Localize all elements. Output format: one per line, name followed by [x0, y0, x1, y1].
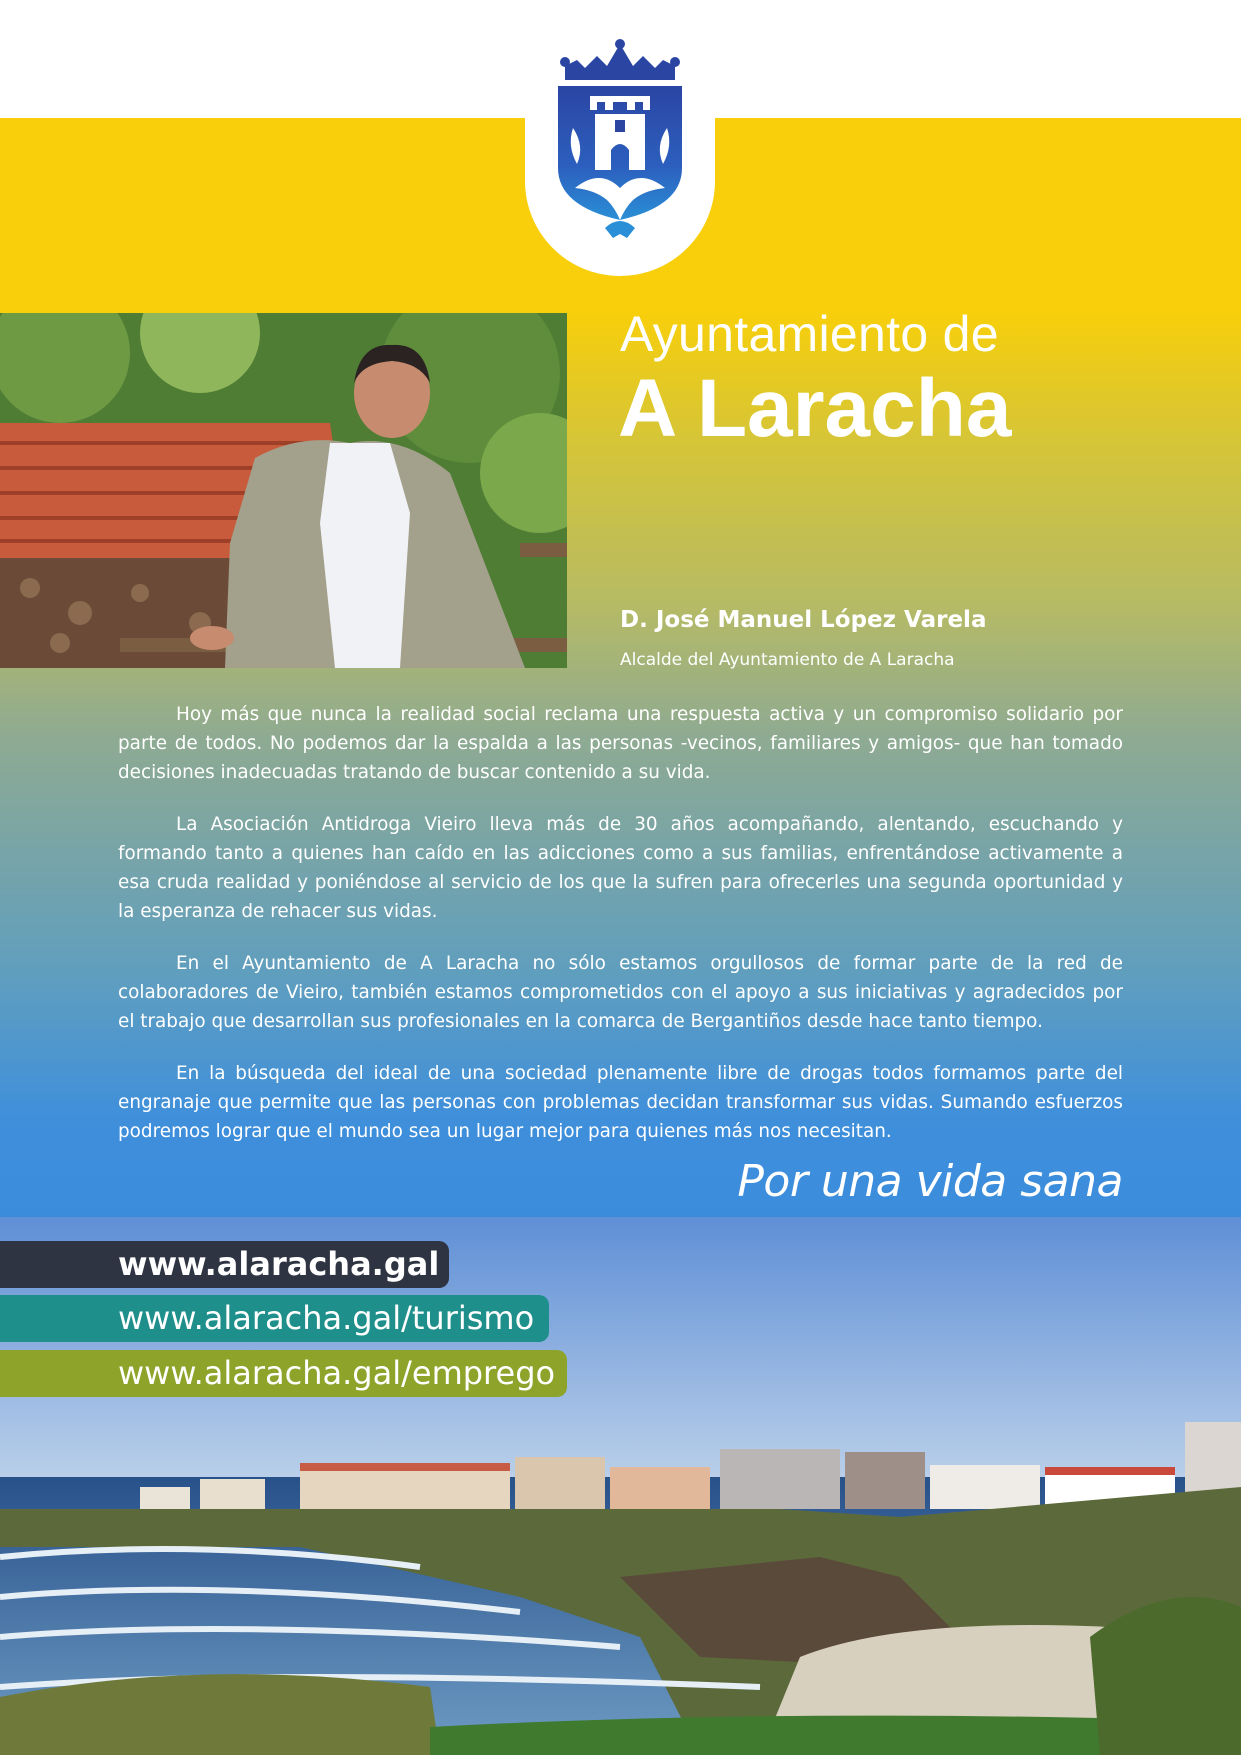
letter-paragraph: La Asociación Antidroga Vieiro lleva más de 30 años acompañando, alentando, escuchando y formando tanto a quienes han caído en las adicciones como a sus familias, enfrentándose activamente a esa cruda realidad y poniéndose al servicio de los que la sufren para ofrecerles una segunda oportunidad y la esperanza de rehacer sus vidas. [118, 814, 1123, 922]
page-title: A Laracha [618, 363, 1012, 454]
website-link[interactable]: www.alaracha.gal [0, 1241, 449, 1288]
page-title-prefix: Ayuntamiento de [620, 306, 999, 362]
letter-paragraph: Hoy más que nunca la realidad social reclama una respuesta activa y un compromiso solidario por parte de todos. No podemos dar la espalda a las personas -vecinos, familiares y amigos- que han tomado decisiones inadecuadas tratando de buscar contenido a su vida. [118, 704, 1123, 783]
slogan: Por una vida sana [737, 1156, 1123, 1207]
letter-paragraph: En la búsqueda del ideal de una sociedad plenamente libre de drogas todos formamos parte del engranaje que permite que las personas con problemas decidan transformar sus vidas. Sumando esfuerzos podremos lograr que el mundo sea un lugar mejor para quienes más nos necesitan. [118, 1063, 1123, 1142]
mayor-photo [0, 313, 567, 668]
employment-link[interactable]: www.alaracha.gal/emprego [0, 1350, 567, 1397]
tourism-link[interactable]: www.alaracha.gal/turismo [0, 1295, 549, 1342]
letter-paragraph: En el Ayuntamiento de A Laracha no sólo estamos orgullosos de formar parte de la red de colaboradores de Vieiro, también estamos comprometidos con el apoyo a sus iniciativas y agradecidos por el trabajo que desarrollan sus profesionales en la comarca de Bergantiños desde hace tanto tiempo. [118, 953, 1123, 1032]
mayor-role: Alcalde del Ayuntamiento de A Laracha [620, 650, 955, 670]
coat-of-arms-icon [555, 38, 685, 248]
letter-body [118, 700, 1123, 1169]
mayor-name: D. José Manuel López Varela [620, 607, 987, 633]
